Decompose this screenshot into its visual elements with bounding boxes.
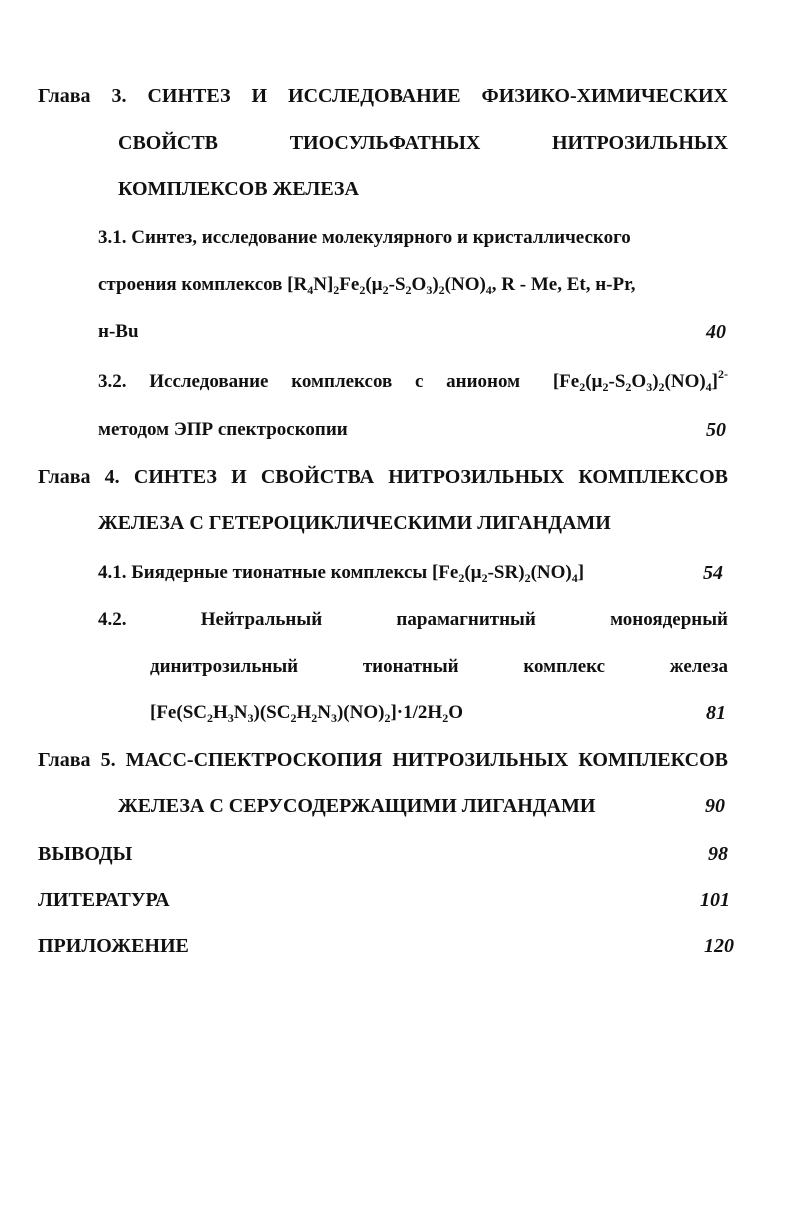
- section-3-1-title-line-1: 3.1. Синтез, исследование молекулярного и кристаллического: [98, 227, 631, 248]
- section-3-2-page-number: 50: [706, 419, 726, 441]
- section-4-2-title-line-2: динитрозильный тионатный комплекс железа: [150, 656, 728, 677]
- chapter-4-title-line-1: Глава 4. СИНТЕЗ И СВОЙСТВА НИТРОЗИЛЬНЫХ КОМПЛЕКСОВ: [38, 466, 728, 488]
- section-3-2-formula: $[Fe_2(\mu_2-S_2O_3)_2(NO)_4]^{2-}$: [552, 367, 728, 394]
- appendix-page-number: 120: [704, 935, 734, 957]
- conclusions-label: ВЫВОДЫ: [38, 843, 133, 865]
- section-4-2-title-line-1: 4.2. Нейтральный парамагнитный моноядерный: [98, 609, 728, 630]
- chapter-3-title-line-3: КОМПЛЕКСОВ ЖЕЛЕЗА: [118, 178, 359, 200]
- conclusions-page-number: 98: [708, 843, 728, 865]
- chapter-3-title-line-2: СВОЙСТВ ТИОСУЛЬФАТНЫХ НИТРОЗИЛЬНЫХ: [118, 132, 728, 154]
- chapter-4-title-line-2: ЖЕЛЕЗА С ГЕТЕРОЦИКЛИЧЕСКИМИ ЛИГАНДАМИ: [98, 512, 611, 534]
- chapter-5-title-line-2: ЖЕЛЕЗА С СЕРУСОДЕРЖАЩИМИ ЛИГАНДАМИ: [118, 795, 596, 817]
- literature-label: ЛИТЕРАТУРА: [38, 889, 170, 911]
- section-4-1-title: 4.1. Биядерные тионатные комплексы $[Fe_2(\mu_2-SR)_2(NO)_4]$: [98, 562, 585, 585]
- section-3-1-title-line-3: н-Bu: [98, 321, 139, 342]
- literature-page-number: 101: [700, 889, 730, 911]
- chapter-3-title-line-1: Глава 3. СИНТЕЗ И ИССЛЕДОВАНИЕ ФИЗИКО-ХИМИЧЕСКИХ: [38, 85, 728, 107]
- section-4-1-page-number: 54: [703, 562, 723, 584]
- chapter-5-page-number: 90: [705, 795, 725, 817]
- section-4-2-title-line-3: $[Fe(SC_2H_3N_3)(SC_2H_2N_3)(NO)_2]\cdot 1/2H_2O$: [150, 702, 463, 725]
- section-4-2-page-number: 81: [706, 702, 726, 724]
- section-3-1-page-number: 40: [706, 321, 726, 343]
- section-3-2-title-line-1: [98, 367, 728, 394]
- section-3-2-text: 3.2. Исследование комплексов с анионом: [98, 371, 521, 392]
- appendix-label: ПРИЛОЖЕНИЕ: [38, 935, 189, 957]
- section-3-1-title-line-2: строения комплексов $[R_4N]_2Fe_2(\mu_2-S_2O_3)_2(NO)_4$, R - Me, Et, н-Pr,: [98, 274, 636, 297]
- section-3-2-title-line-2: методом ЭПР спектроскопии: [98, 419, 348, 440]
- chapter-5-title-line-1: Глава 5. МАСС-СПЕКТРОСКОПИЯ НИТРОЗИЛЬНЫХ КОМПЛЕКСОВ: [38, 749, 728, 771]
